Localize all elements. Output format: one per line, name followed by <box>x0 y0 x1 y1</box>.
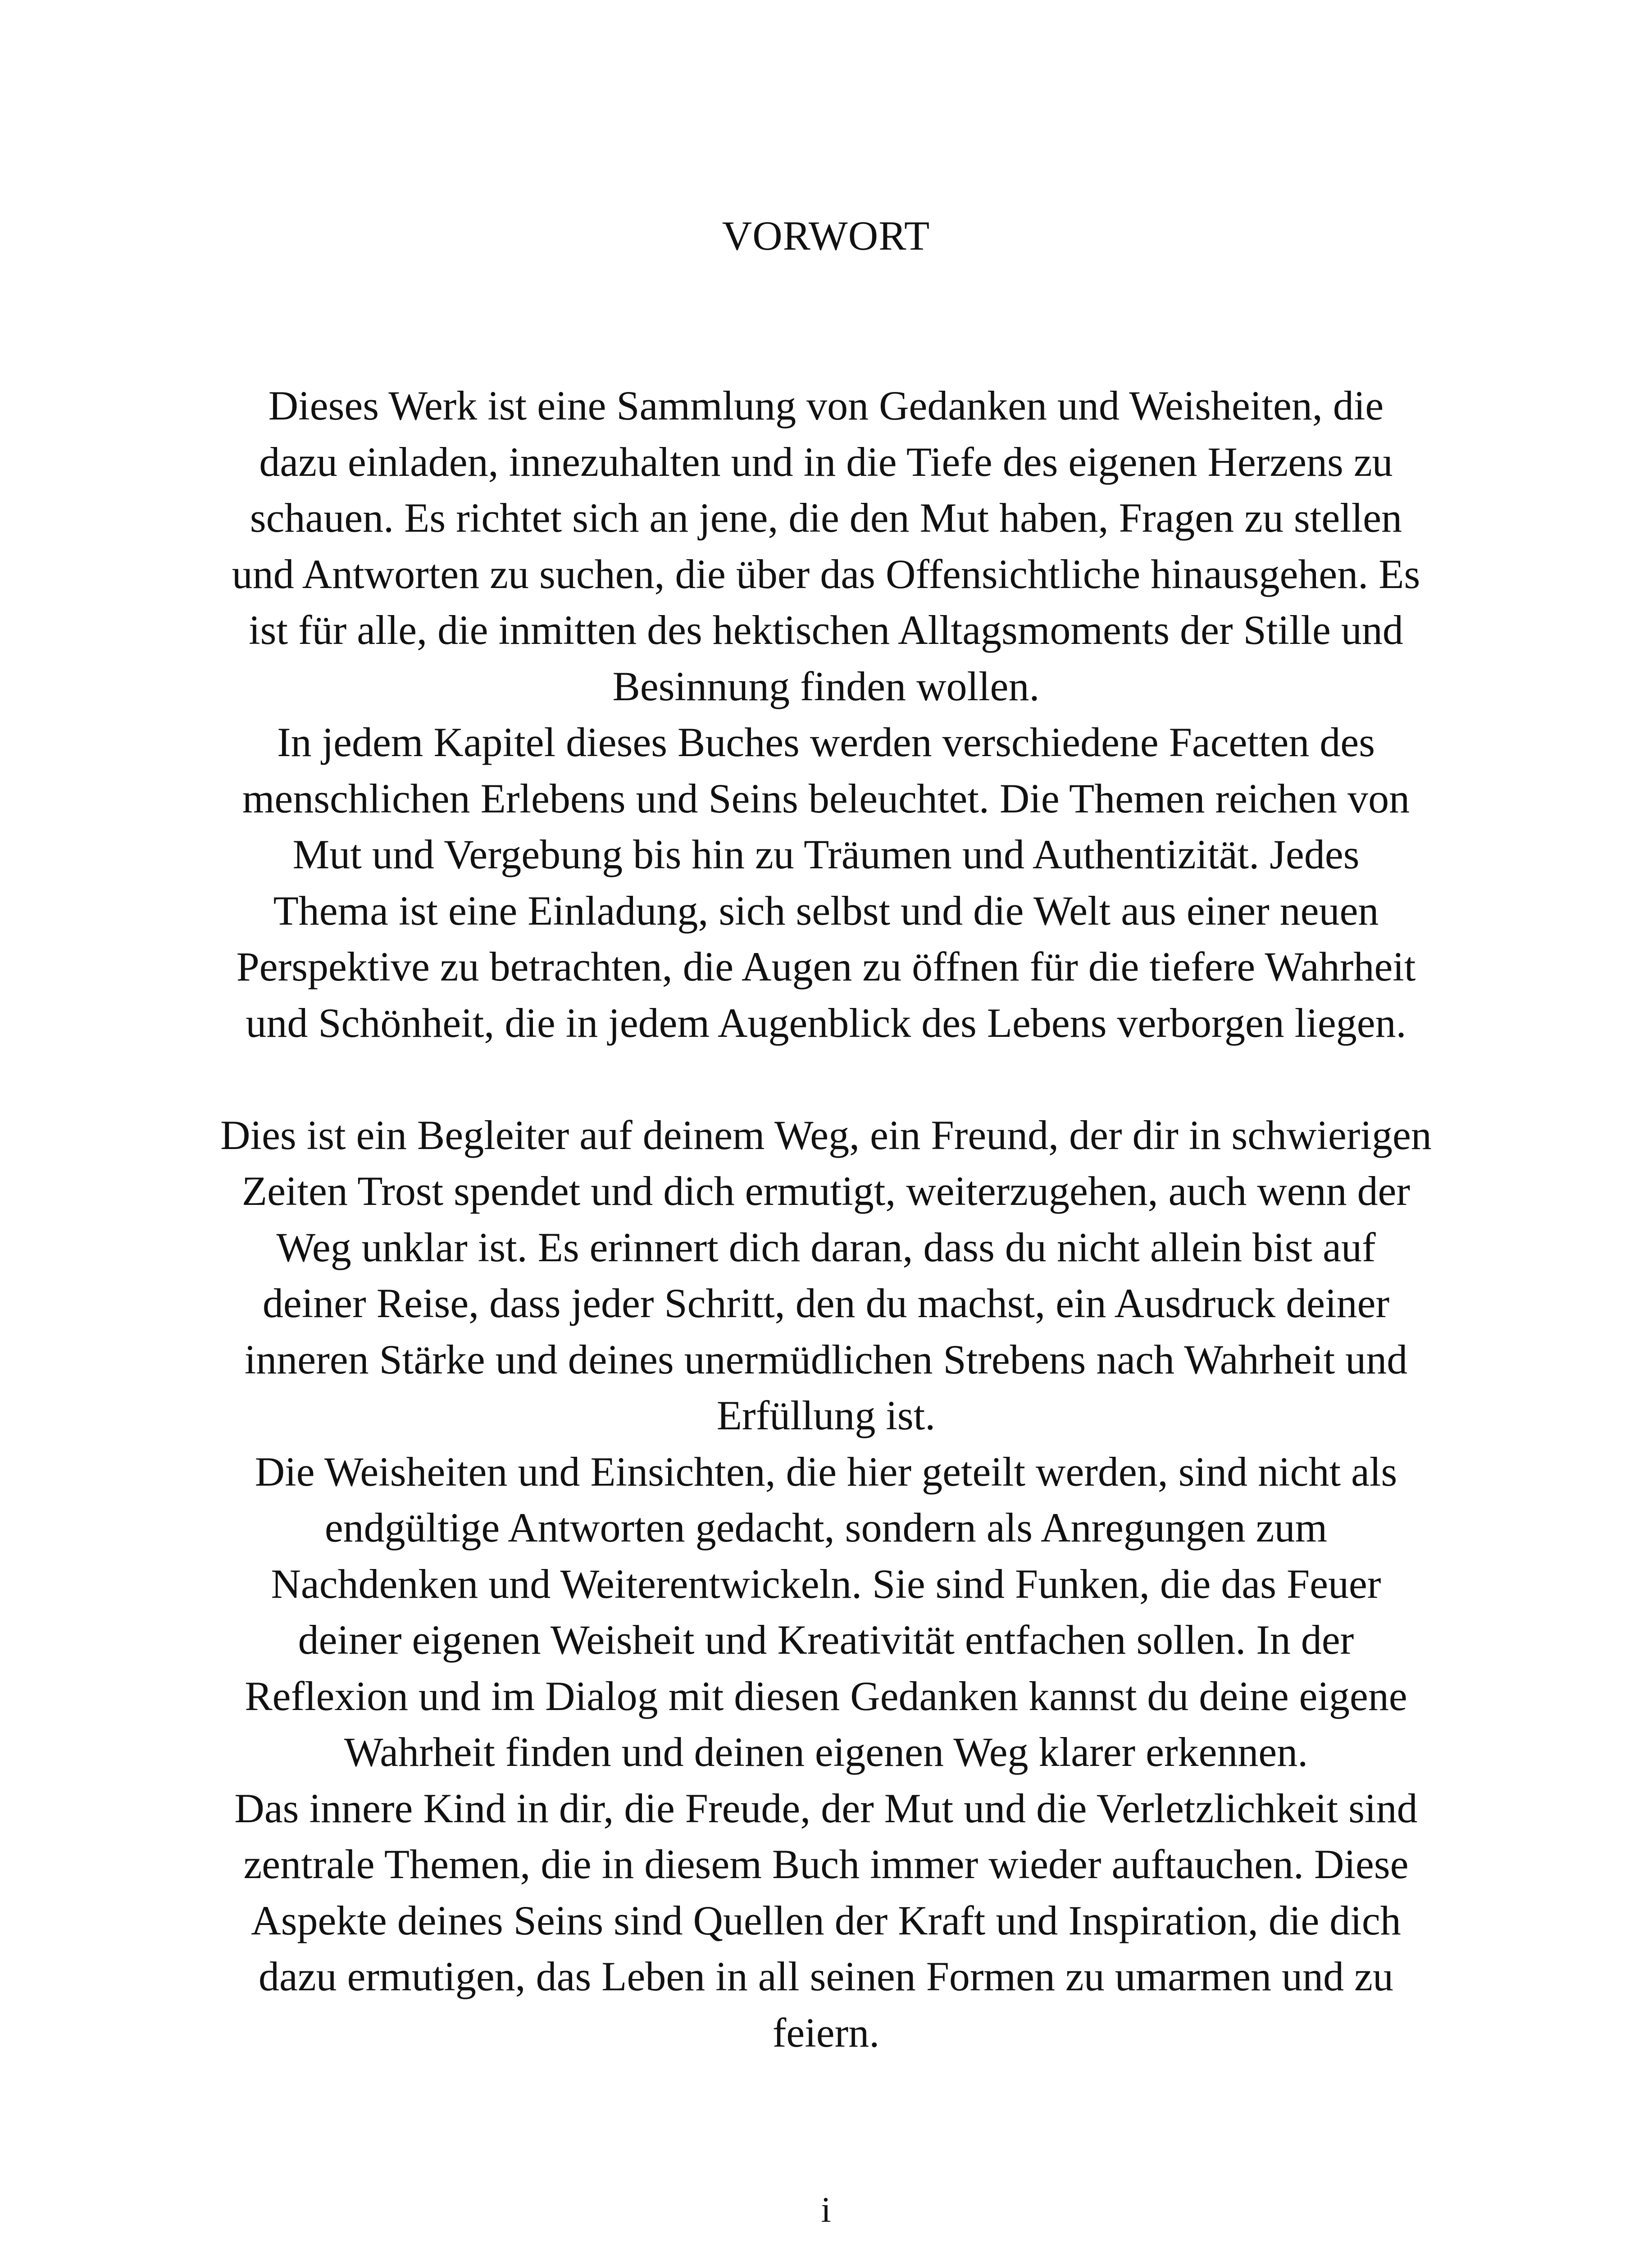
text-line: Besinnung finden wollen. <box>612 663 1040 709</box>
text-line: zentrale Themen, die in diesem Buch immer wieder auftauchen. Diese <box>243 1841 1409 1887</box>
paragraph-spacer <box>171 1051 1481 1107</box>
text-line: ist für alle, die inmitten des hektischen Alltagsmoments der Stille und <box>249 607 1403 653</box>
text-line: Die Weisheiten und Einsichten, die hier geteilt werden, sind nicht als <box>255 1448 1397 1495</box>
text-line: Nachdenken und Weiterentwickeln. Sie sind Funken, die das Feuer <box>271 1560 1381 1607</box>
text-line: endgültige Antworten gedacht, sondern als Anregungen zum <box>324 1505 1328 1551</box>
text-line: deiner Reise, dass jeder Schritt, den du machst, ein Ausdruck deiner <box>262 1280 1390 1326</box>
text-line: Zeiten Trost spendet und dich ermutigt, weiterzugehen, auch wenn der <box>241 1168 1411 1214</box>
text-line: menschlichen Erlebens und Seins beleuchtet. Die Themen reichen von <box>242 775 1410 821</box>
text-line: Wahrheit finden und deinen eigenen Weg klarer erkennen. <box>344 1729 1308 1775</box>
text-line: deiner eigenen Weisheit und Kreativität entfachen sollen. In der <box>298 1617 1354 1663</box>
text-line: Mut und Vergebung bis hin zu Träumen und Authentizität. Jedes <box>292 831 1360 877</box>
paragraph-2 <box>171 714 1481 1051</box>
text-line: Weg unklar ist. Es erinnert dich daran, dass du nicht allein bist auf <box>276 1224 1376 1270</box>
text-line: schauen. Es richtet sich an jene, die den Mut haben, Fragen zu stellen <box>250 495 1402 541</box>
paragraph-1 <box>171 378 1481 714</box>
text-line: und Schönheit, die in jedem Augenblick des Lebens verborgen liegen. <box>246 999 1406 1046</box>
page-title: VORWORT <box>722 213 930 259</box>
text-line: Dies ist ein Begleiter auf deinem Weg, ein Freund, der dir in schwierigen <box>220 1112 1432 1158</box>
text-line: In jedem Kapitel dieses Buches werden verschiedene Facetten des <box>277 719 1375 765</box>
paragraph-4 <box>171 1444 1481 1780</box>
text-line: und Antworten zu suchen, die über das Offensichtliche hinausgehen. Es <box>232 551 1420 597</box>
text-line: dazu ermutigen, das Leben in all seinen Formen zu umarmen und zu <box>259 1953 1393 1999</box>
text-line: Perspektive zu betrachten, die Augen zu öffnen für die tiefere Wahrheit <box>236 944 1416 990</box>
foreword-body <box>171 378 1481 2061</box>
text-line: Das innere Kind in dir, die Freude, der Mut und die Verletzlichkeit sind <box>234 1785 1418 1831</box>
text-line: Aspekte deines Seins sind Quellen der Kraft und Inspiration, die dich <box>251 1897 1401 1943</box>
text-line: feiern. <box>772 2009 880 2056</box>
text-line: dazu einladen, innezuhalten und in die Tiefe des eigenen Herzens zu <box>259 438 1393 485</box>
text-line: Dieses Werk ist eine Sammlung von Gedanken und Weisheiten, die <box>268 383 1384 429</box>
text-line: Erfüllung ist. <box>716 1392 936 1438</box>
page-number: i <box>821 2190 831 2230</box>
text-line: Thema ist eine Einladung, sich selbst und die Welt aus einer neuen <box>273 887 1379 934</box>
text-line: Reflexion und im Dialog mit diesen Gedanken kannst du deine eigene <box>245 1673 1407 1719</box>
paragraph-3 <box>171 1107 1481 1444</box>
text-line: inneren Stärke und deines unermüdlichen Strebens nach Wahrheit und <box>244 1336 1408 1382</box>
paragraph-5 <box>171 1780 1481 2061</box>
